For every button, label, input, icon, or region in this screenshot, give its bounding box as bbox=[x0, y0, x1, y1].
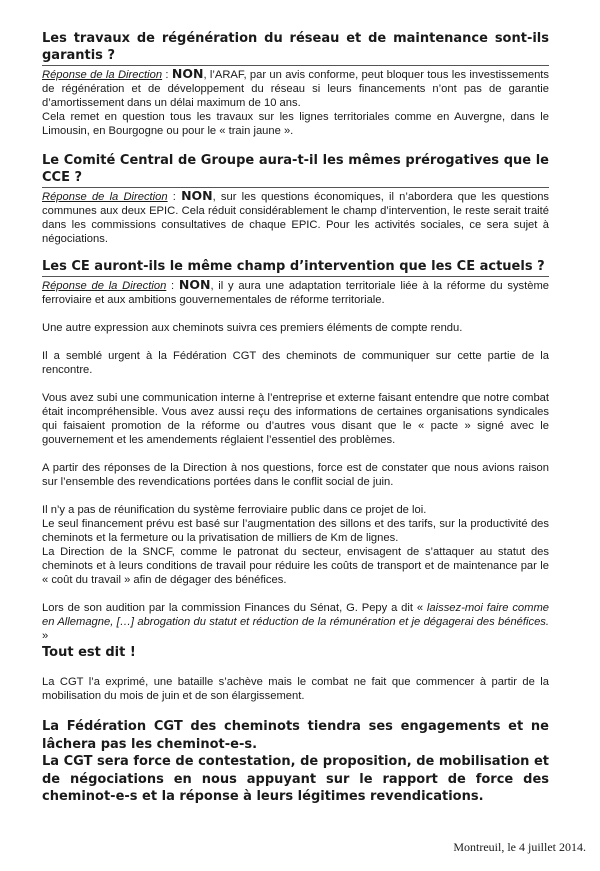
answer-label: Réponse de la Direction bbox=[42, 69, 163, 81]
closing-statement: La Fédération CGT des cheminots tiendra ses engagements et ne lâchera pas les cheminot-e-s. bbox=[42, 719, 549, 752]
answer-paragraph: Réponse de la Direction : NON, sur les questions économiques, il n’abordera que les questions communes aux deux EPIC. Cela réduit considérablement le champ d’intervention, le reste serait traité dans les commissions consultatives de chaque EPIC. Pour les activités sociales, ce sera sujet à négociations. bbox=[42, 188, 550, 245]
closing-statement: La CGT sera force de contestation, de proposition, de mobilisation et de négociations en nous appuyant sur le rapport de force des cheminot-e-s et la réponse à leurs légitimes revendications. bbox=[42, 754, 549, 804]
body-paragraph: Une autre expression aux cheminots suivra ces premiers éléments de compte rendu. bbox=[42, 322, 463, 334]
question-heading: Les travaux de régénération du réseau et de maintenance sont-ils garantis ? bbox=[42, 30, 549, 66]
body-paragraph: A partir des réponses de la Direction à nos questions, force est de constater que nous avions raison sur l’ensemble des revendications portées dans le conflit social de juin. bbox=[42, 462, 549, 488]
answer-paragraph: Réponse de la Direction : NON, il y aura une adaptation territoriale liée à la réforme du système ferroviaire et aux ambitions gouvernementales de réforme territoriale. bbox=[42, 277, 550, 306]
tout-est-dit: Tout est dit ! bbox=[42, 645, 136, 660]
body-paragraph: Il a semblé urgent à la Fédération CGT des cheminots de communiquer sur cette partie de la rencontre. bbox=[42, 350, 549, 376]
question-heading: Le Comité Central de Groupe aura-t-il les mêmes prérogatives que le CCE ? bbox=[42, 152, 549, 188]
body-paragraph: La CGT l’a exprimé, une bataille s’achève mais le combat ne fait que commencer à partir de la mobilisation du mois de juin et de son élargissement. bbox=[42, 676, 549, 702]
body-paragraph: Il n’y a pas de réunification du système ferroviaire public dans ce projet de loi. bbox=[42, 504, 427, 516]
answer-label: Réponse de la Direction bbox=[42, 280, 167, 292]
body-paragraph: Cela remet en question tous les travaux sur les lignes territoriales comme en Auvergne, dans le Limousin, en Bourgogne ou pour le « train jaune ». bbox=[42, 111, 549, 137]
body-paragraph: Vous avez subi une communication interne à l’entreprise et externe faisant entendre que notre combat était incompréhensible. Vous avez aussi reçu des informations de certaines organisations syndicales qui faisaient promotion de la réforme ou d’autres vous disant que le « pacte » signé avec le gouvernement et les amendements réglaient l’essentiel des problèmes. bbox=[42, 392, 549, 446]
body-paragraph: Le seul financement prévu est basé sur l’augmentation des sillons et des tarifs, sur la productivité des cheminots et la fermeture ou la privatisation de milliers de Km de lignes. bbox=[42, 518, 549, 544]
pepy-quote: laissez-moi faire comme en Allemagne, […] abrogation du statut et réduction de la rémunération et je dégagerai des bénéfices. bbox=[42, 602, 549, 628]
body-paragraph: La Direction de la SNCF, comme le patronat du secteur, envisagent de s’attaquer au statut des cheminots et à leurs conditions de travail pour réduire les coûts de transport et de maintenance par le « coût du travail » afin de dégager des bénéfices. bbox=[42, 546, 549, 586]
signature-date: Montreuil, le 4 juillet 2014. bbox=[453, 840, 586, 854]
non-badge: NON bbox=[171, 66, 204, 81]
question-heading: Les CE auront-ils le même champ d’intervention que les CE actuels ? bbox=[42, 258, 549, 277]
non-badge: NON bbox=[178, 277, 211, 292]
non-badge: NON bbox=[181, 188, 213, 203]
answer-paragraph: Réponse de la Direction : NON, l’ARAF, par un avis conforme, peut bloquer tous les investissements de régénération et de développement du réseau si leurs financements n’ont pas de garantie d’amortissement dans un délai maximum de 10 ans. bbox=[42, 66, 549, 109]
answer-label: Réponse de la Direction bbox=[42, 191, 168, 203]
quote-paragraph: Lors de son audition par la commission Finances du Sénat, G. Pepy a dit « laissez-moi faire comme en Allemagne, […] abrogation du statut et réduction de la rémunération et je dégagerai des bénéfices. » bbox=[42, 602, 549, 642]
document-body bbox=[42, 30, 549, 806]
